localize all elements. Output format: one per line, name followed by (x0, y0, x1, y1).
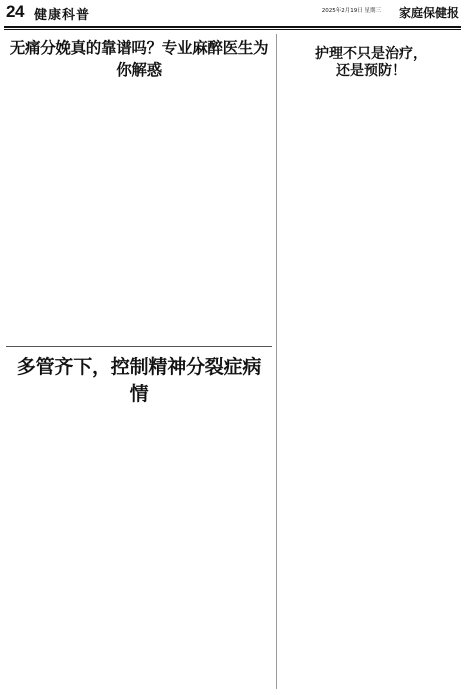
masthead-rule-thin (4, 29, 461, 30)
publication-date: 2025年2月19日 星期三 (321, 8, 381, 14)
article-painless-labor (8, 36, 270, 344)
section-name: 健康科普 (34, 8, 91, 23)
article-body (8, 68, 270, 342)
page-number: 24 (6, 2, 24, 21)
edition-name: 家庭保健报 (398, 6, 459, 20)
headline-line: 还是预防！ (336, 63, 406, 79)
article-headline: 无痛分娩真的靠谱吗？专业麻醉医生为你解惑 (9, 38, 269, 79)
article-separator (6, 346, 272, 347)
headline-line: 护理不只是治疗， (315, 46, 427, 62)
article-nursing (282, 34, 460, 689)
article-headline (282, 46, 460, 80)
article-schizophrenia (8, 352, 270, 689)
masthead-rule (4, 26, 461, 28)
article-body (8, 388, 270, 682)
column-divider (276, 34, 277, 689)
article-body (282, 94, 460, 664)
article-headline: 多管齐下，控制精神分裂症病情 (16, 356, 262, 405)
masthead (0, 0, 465, 26)
